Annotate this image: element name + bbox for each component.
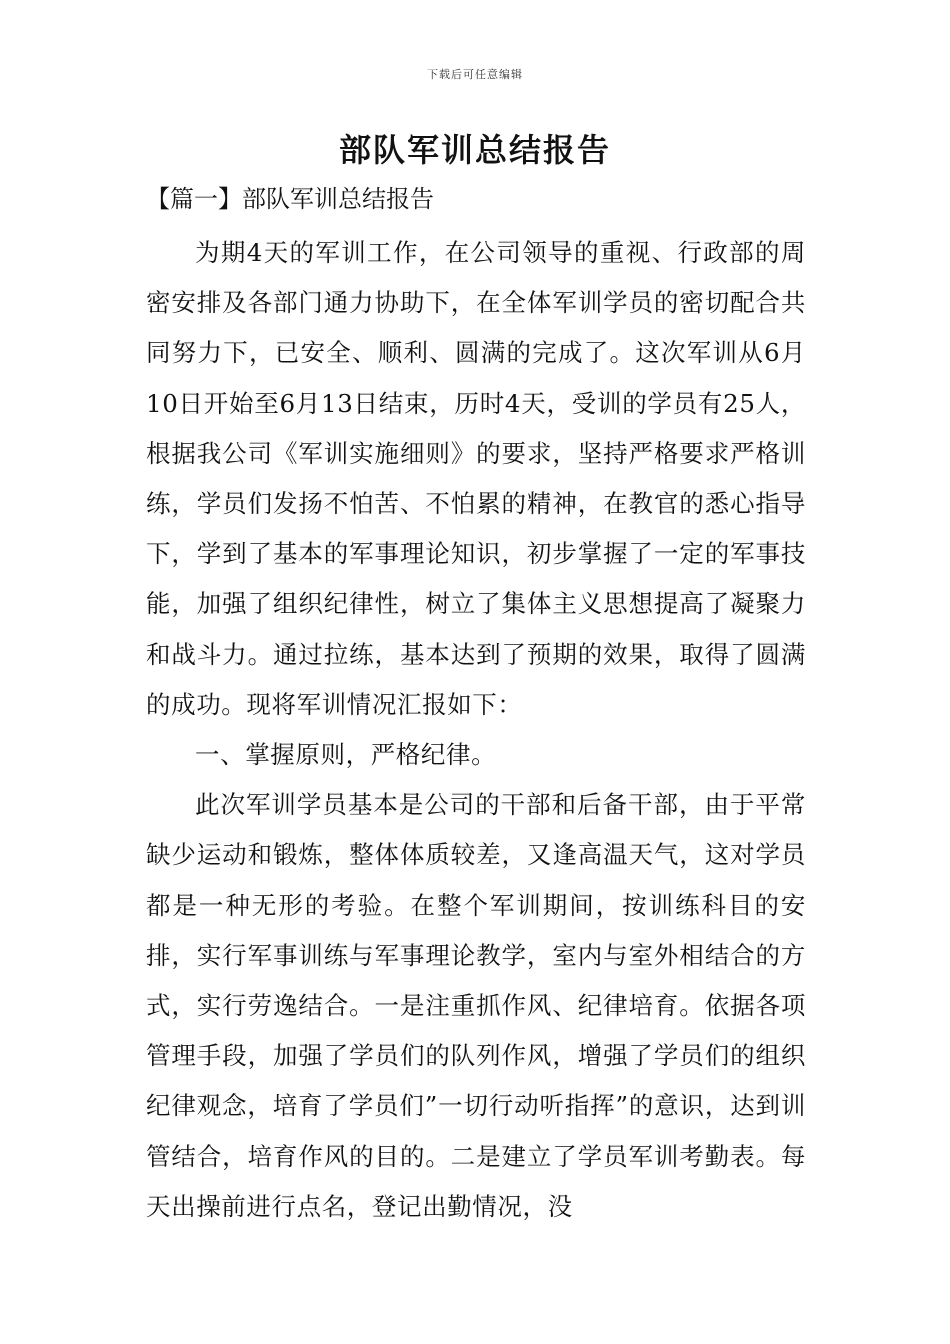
- body-text: [146, 228, 806, 1232]
- paragraph-intro: 为期4天的军训工作，在公司领导的重视、行政部的周密安排及各部门通力协助下，在全体军训学员的密切配合共同努力下，已安全、顺利、圆满的完成了。这次军训从6月10日开始至6月13日结束，历时4天，受训的学员有25人，根据我公司《军训实施细则》的要求，坚持严格要求严格训练，学员们发扬不怕苦、不怕累的精神，在教官的悉心指导下，学到了基本的军事理论知识，初步掌握了一定的军事技能，加强了组织纪律性，树立了集体主义思想提高了凝聚力和战斗力。通过拉练，基本达到了预期的效果，取得了圆满的成功。现将军训情况汇报如下：: [146, 238, 806, 719]
- header-note: 下载后可任意编辑: [427, 68, 523, 81]
- document-title: 部队军训总结报告: [338, 131, 611, 169]
- paragraph-subheading: 一、掌握原则，严格纪律。: [195, 740, 497, 770]
- section-heading: 【篇一】部队军训总结报告: [146, 185, 434, 213]
- paragraph-details: 此次军训学员基本是公司的干部和后备干部，由于平常缺少运动和锻炼，整体体质较差，又逢高温天气，这对学员都是一种无形的考验。在整个军训期间，按训练科目的安排，实行军事训练与军事理论教学，室内与室外相结合的方式，实行劳逸结合。一是注重抓作风、纪律培育。依据各项管理手段，加强了学员们的队列作风，增强了学员们的组织纪律观念，培育了学员们”一切行动听指挥”的意识，达到训管结合，培育作风的目的。二是建立了学员军训考勤表。每天出操前进行点名，登记出勤情况，没: [146, 790, 806, 1221]
